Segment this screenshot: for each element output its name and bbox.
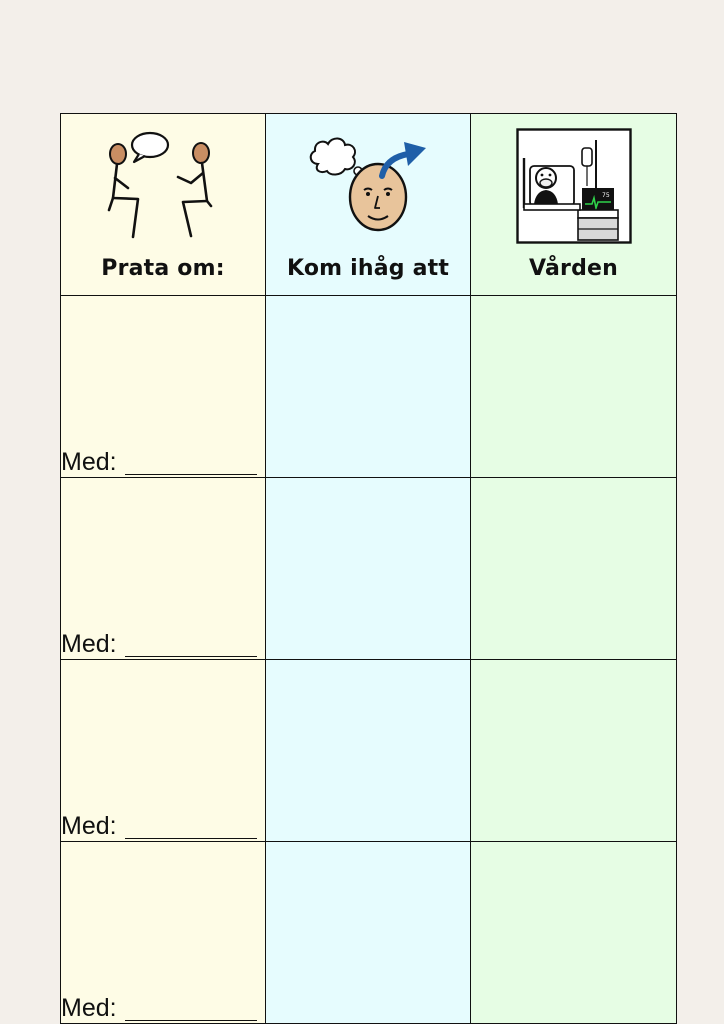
talk-cell[interactable] bbox=[61, 842, 266, 1024]
med-field bbox=[61, 450, 265, 477]
med-blank-line[interactable] bbox=[125, 636, 257, 657]
remember-cell[interactable] bbox=[266, 842, 471, 1024]
care-cell[interactable] bbox=[471, 660, 677, 842]
header-remember-label: Kom ihåg att bbox=[286, 256, 450, 281]
med-field bbox=[61, 996, 265, 1023]
header-remember bbox=[266, 114, 471, 296]
talk-cell[interactable] bbox=[61, 296, 266, 478]
entry-row-1 bbox=[61, 296, 677, 478]
care-cell[interactable] bbox=[471, 842, 677, 1024]
med-label: Med: bbox=[61, 812, 117, 840]
conversation-planning-sheet bbox=[60, 113, 677, 1024]
entry-row-2 bbox=[61, 478, 677, 660]
remember-cell[interactable] bbox=[266, 660, 471, 842]
med-label: Med: bbox=[61, 994, 117, 1022]
med-blank-line[interactable] bbox=[125, 1000, 257, 1021]
care-cell[interactable] bbox=[471, 296, 677, 478]
hospital-bed-patient-icon bbox=[516, 128, 632, 244]
care-cell[interactable] bbox=[471, 478, 677, 660]
two-people-talking-icon bbox=[103, 128, 223, 244]
med-blank-line[interactable] bbox=[125, 454, 257, 475]
med-blank-line[interactable] bbox=[125, 818, 257, 839]
header-talk-about bbox=[61, 114, 266, 296]
talk-cell[interactable] bbox=[61, 660, 266, 842]
med-field bbox=[61, 814, 265, 841]
remember-cell[interactable] bbox=[266, 478, 471, 660]
talk-cell[interactable] bbox=[61, 478, 266, 660]
med-label: Med: bbox=[61, 448, 117, 476]
med-field bbox=[61, 632, 265, 659]
remember-cell[interactable] bbox=[266, 296, 471, 478]
header-care bbox=[471, 114, 677, 296]
monitor-value: 75 bbox=[601, 192, 610, 199]
header-talk-about-label: Prata om: bbox=[101, 256, 225, 281]
med-label: Med: bbox=[61, 630, 117, 658]
entry-row-3 bbox=[61, 660, 677, 842]
entry-row-4 bbox=[61, 842, 677, 1024]
header-care-label: Vården bbox=[528, 256, 619, 281]
header-row bbox=[61, 114, 677, 296]
remember-thinking-head-icon bbox=[306, 134, 430, 234]
